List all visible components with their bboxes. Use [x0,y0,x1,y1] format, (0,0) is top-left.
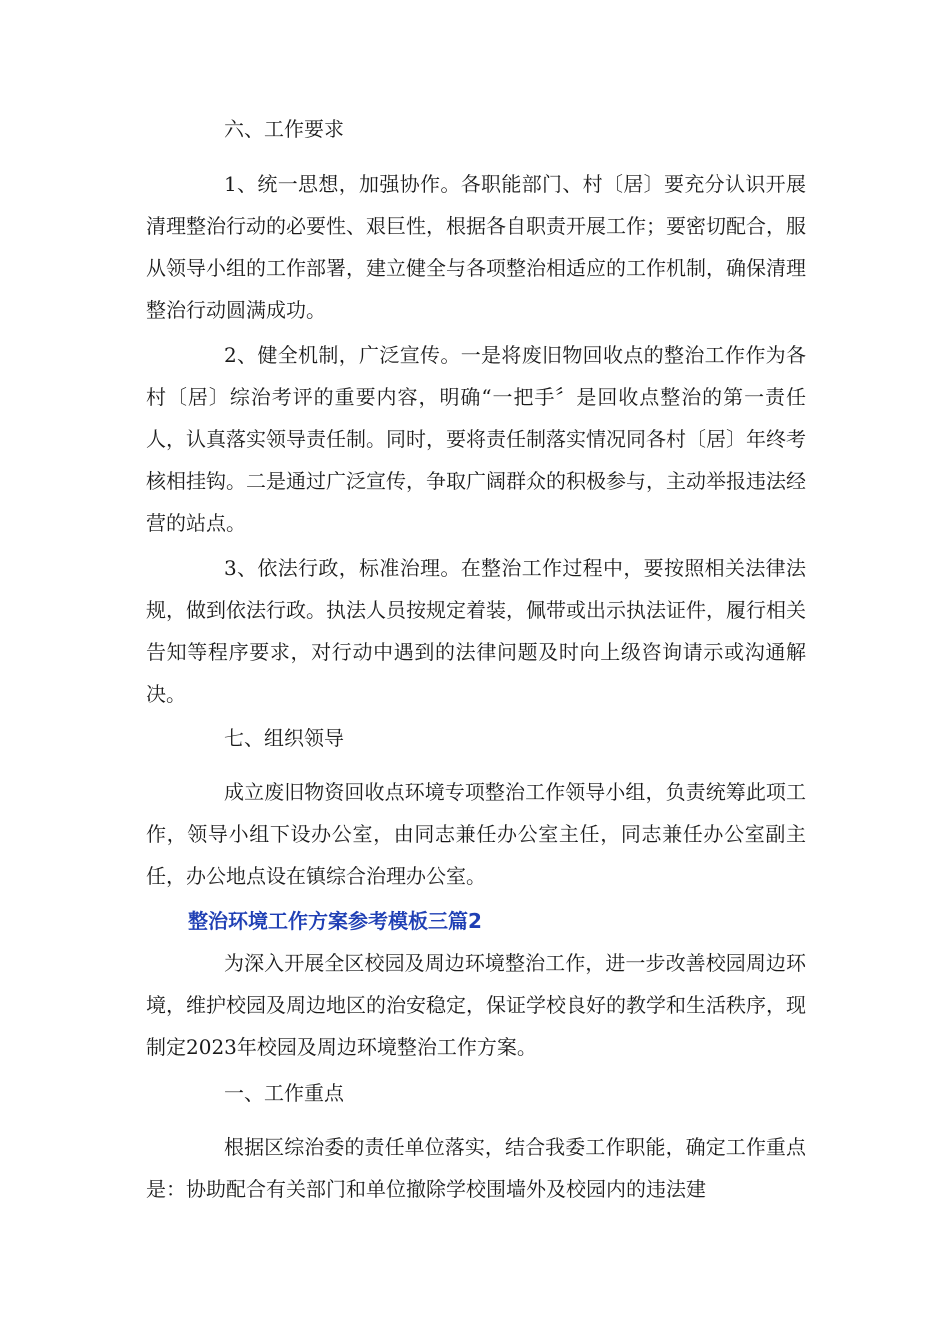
section-heading-work-focus: 一、工作重点 [224,1081,344,1105]
section-heading-organization: 七、组织领导 [224,726,344,750]
paragraph-introduction: 为深入开展全区校园及周边环境整治工作，进一步改善校园周边环境，维护校园及周边地区的治安稳定，保证学校良好的教学和生活秩序，现制定2023年校园及周边环境整治工作方案。 [146,951,806,1059]
document-title: 整治环境工作方案参考模板三篇2 [188,909,482,933]
paragraph-leading-group: 成立废旧物资回收点环境专项整治工作领导小组，负责统筹此项工作，领导小组下设办公室，由同志兼任办公室主任，同志兼任办公室副主任，办公地点设在镇综合治理办公室。 [146,780,806,888]
section-heading-work-requirements: 六、工作要求 [224,117,344,141]
paragraph-mechanism-publicity: 2、健全机制，广泛宣传。一是将废旧物回收点的整治工作作为各村〔居〕综治考评的重要内容，明确“一把手〞是回收点整治的第一责任人，认真落实领导责任制。同时，要将责任制落实情况同各村〔居〕年终考核相挂钩。二是通过广泛宣传，争取广阔群众的积极参与，主动举报违法经营的站点。 [146,343,806,535]
paragraph-work-focus: 根据区综治委的责任单位落实，结合我委工作职能，确定工作重点是：协助配合有关部门和单位撤除学校围墙外及校园内的违法建 [146,1135,806,1201]
paragraph-lawful-administration: 3、依法行政，标准治理。在整治工作过程中，要按照相关法律法规，做到依法行政。执法人员按规定着装，佩带或出示执法证件，履行相关告知等程序要求，对行动中遇到的法律问题及时向上级咨询请示或沟通解决。 [146,556,806,706]
paragraph-unify-thinking: 1、统一思想，加强协作。各职能部门、村〔居〕要充分认识开展清理整治行动的必要性、艰巨性，根据各自职责开展工作；要密切配合，服从领导小组的工作部署，建立健全与各项整治相适应的工作机制，确保清理整治行动圆满成功。 [146,172,806,322]
